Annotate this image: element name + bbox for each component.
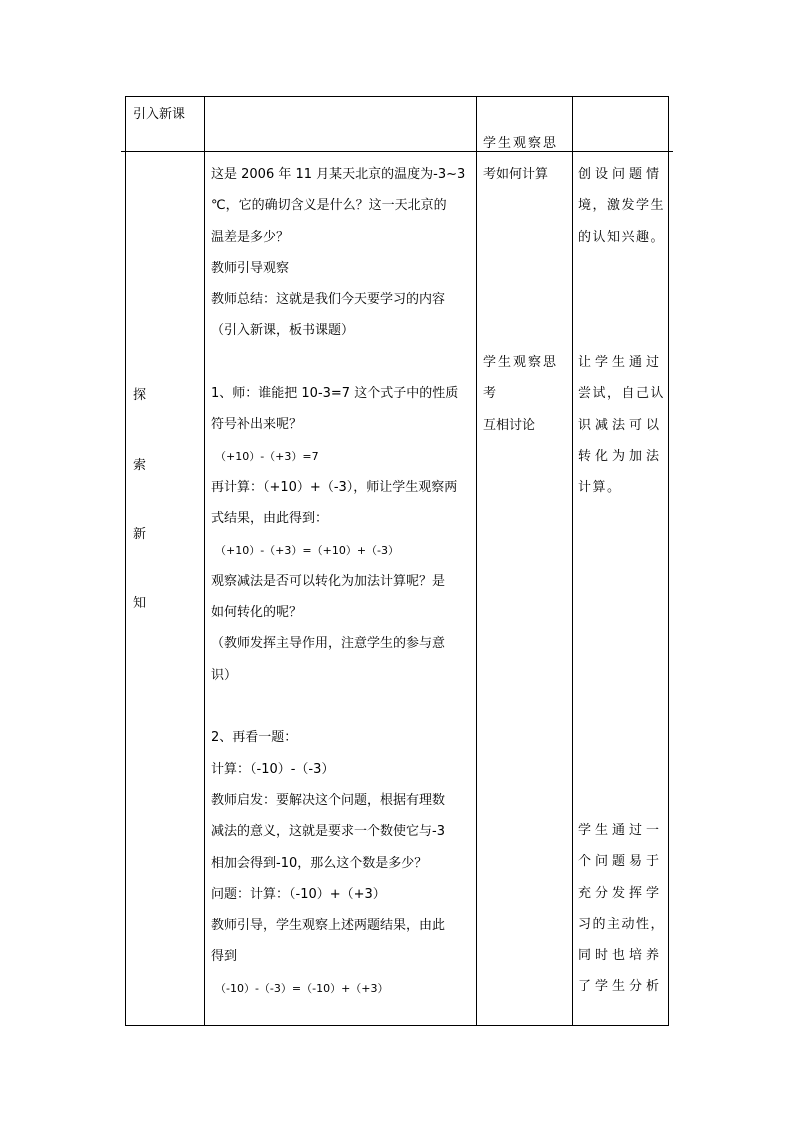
column-divider-1 [204, 96, 205, 1026]
student-activity-line: 学生观察思 [483, 355, 559, 370]
design-intent-line: 让学生通过 [578, 355, 664, 370]
table-top-border [125, 96, 669, 97]
design-intent-b [578, 347, 665, 503]
header-col3-text: 学生观察思 [483, 136, 559, 151]
design-intent-line: 充分发挥学 [578, 885, 664, 901]
part1-line: 如何转化的呢？ [211, 605, 303, 621]
side-label-char: 索 [133, 458, 147, 473]
part2-line: 教师引导，学生观察上述两题结果，由此 [211, 918, 446, 934]
design-intent-line: 计算。 [578, 480, 622, 496]
part1-line: （+10）-（+3）=7 [215, 449, 319, 463]
part2-line: 相加会得到-10，那么这个数是多少？ [211, 855, 428, 871]
design-intent-line: 习的主动性， [578, 916, 666, 932]
part2-line: 得到 [211, 949, 238, 965]
intro-line: 温差是多少？ [211, 229, 290, 245]
part2-line: （-10）-（-3）=（-10）+（+3） [215, 981, 389, 995]
part2-line: 计算：（-10）-（-3） [211, 761, 335, 777]
design-intent-line: 的认知兴趣。 [578, 229, 666, 245]
design-intent-line: 尝试，自己认 [578, 386, 666, 402]
part2-line: 减法的意义，这就是要求一个数使它与-3 [211, 824, 445, 840]
blank-line [211, 691, 465, 722]
intro-line: （引入新课，板书课题） [211, 323, 355, 339]
intro-line: 教师总结：这就是我们今天要学习的内容 [211, 292, 446, 308]
design-intent-a [578, 159, 665, 253]
part1-line: 式结果，由此得到： [211, 511, 329, 527]
part2-line: 教师启发：要解决这个问题，根据有理数 [211, 792, 446, 808]
intro-line: ℃，它的确切含义是什么？这一天北京的 [211, 198, 447, 214]
student-activity-a [483, 159, 548, 190]
part1-line: （+10）-（+3）=（+10）+（-3） [215, 543, 400, 557]
part1-line: 符号补出来呢？ [211, 417, 303, 433]
design-intent-line: 了学生分析 [578, 979, 664, 995]
part2-line: 2、再看一题： [211, 730, 298, 746]
side-label-char: 探 [133, 388, 147, 403]
table-left-border [125, 96, 126, 1026]
intro-line: 教师引导观察 [211, 260, 290, 276]
table-right-border [668, 96, 669, 1026]
part1-line: （教师发挥主导作用，注意学生的参与意 [211, 636, 446, 652]
student-activity-line: 互相讨论 [483, 417, 536, 433]
part2-line: 问题：计算：（-10）+（+3） [211, 886, 386, 902]
part1-line: 观察减法是否可以转化为加法计算呢？是 [211, 573, 446, 589]
design-intent-line: 学生通过一 [578, 823, 664, 838]
side-label-char: 新 [133, 527, 147, 542]
teaching-content [211, 159, 465, 1004]
part1-line: 1、师：谁能把 10-3=7 这个式子中的性质 [211, 386, 459, 402]
table-bottom-border [125, 1025, 669, 1026]
design-intent-line: 个问题易于 [578, 854, 664, 870]
student-activity-b [483, 347, 558, 441]
part1-line: 再计算：（+10）+（-3），师让学生观察两 [211, 479, 458, 495]
design-intent-line: 创设问题情 [578, 167, 664, 182]
student-activity-line: 考如何计算 [483, 167, 549, 182]
side-label-char: 知 [133, 596, 147, 611]
column-divider-2 [476, 96, 477, 1026]
design-intent-line: 转化为加法 [578, 448, 664, 464]
column-divider-3 [572, 96, 573, 1026]
student-activity-line: 考 [483, 386, 497, 402]
part1-line: 识） [211, 667, 238, 683]
design-intent-line: 境，激发学生 [578, 198, 666, 214]
design-intent-line: 识减法可以 [578, 417, 664, 433]
header-label: 引入新课 [133, 107, 186, 122]
blank-line [211, 347, 465, 378]
intro-line: 这是 2006 年 11 月某天北京的温度为-3~3 [211, 167, 466, 182]
design-intent-line: 同时也培养 [578, 948, 664, 964]
design-intent-c [578, 815, 665, 1003]
